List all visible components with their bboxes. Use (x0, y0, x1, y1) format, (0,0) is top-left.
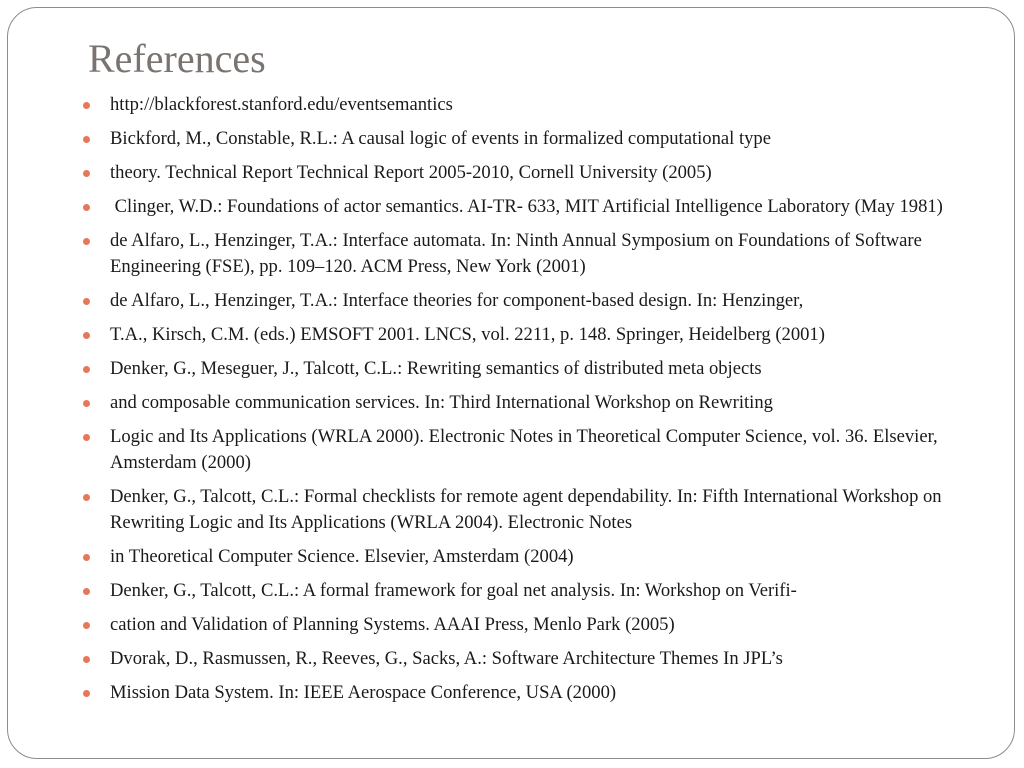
reference-text: de Alfaro, L., Henzinger, T.A.: Interface theories for component-based design. In: Henzinger, (110, 290, 804, 311)
reference-item (80, 544, 970, 570)
bullet-icon (83, 170, 90, 177)
bullet-icon (83, 656, 90, 663)
bullet-icon (83, 494, 90, 501)
bullet-icon (83, 400, 90, 407)
reference-text: Clinger, W.D.: Foundations of actor semantics. AI-TR- 633, MIT Artificial Intelligence Laboratory (May 1981) (110, 196, 943, 217)
reference-text: Logic and Its Applications (WRLA 2000). Electronic Notes in Theoretical Computer Science, vol. 36. Elsevier, Amsterdam (2000) (110, 426, 942, 473)
reference-text: Mission Data System. In: IEEE Aerospace Conference, USA (2000) (110, 682, 617, 703)
references-list (80, 92, 970, 714)
reference-item (80, 390, 970, 416)
bullet-icon (83, 554, 90, 561)
bullet-icon (83, 622, 90, 629)
reference-item (80, 228, 970, 280)
reference-item (80, 92, 970, 118)
reference-item (80, 194, 970, 220)
reference-text: Bickford, M., Constable, R.L.: A causal logic of events in formalized computational type (110, 128, 771, 149)
reference-text: theory. Technical Report Technical Report 2005-2010, Cornell University (2005) (110, 162, 712, 183)
bullet-icon (83, 690, 90, 697)
bullet-icon (83, 588, 90, 595)
bullet-icon (83, 136, 90, 143)
bullet-icon (83, 298, 90, 305)
bullet-icon (83, 332, 90, 339)
bullet-icon (83, 204, 90, 211)
reference-item (80, 160, 970, 186)
reference-text: Denker, G., Talcott, C.L.: A formal framework for goal net analysis. In: Workshop on Verifi- (110, 580, 797, 601)
bullet-icon (83, 238, 90, 245)
bullet-icon (83, 102, 90, 109)
reference-text: Denker, G., Talcott, C.L.: Formal checklists for remote agent dependability. In: Fifth International Workshop on Rewriting Logic and Its Applications (WRLA 2004). Electronic Notes (110, 486, 947, 533)
reference-item (80, 646, 970, 672)
reference-item (80, 680, 970, 706)
reference-text: T.A., Kirsch, C.M. (eds.) EMSOFT 2001. LNCS, vol. 2211, p. 148. Springer, Heidelberg (2001) (110, 324, 825, 345)
reference-item (80, 578, 970, 604)
reference-item (80, 424, 970, 476)
bullet-icon (83, 434, 90, 441)
reference-text: in Theoretical Computer Science. Elsevier, Amsterdam (2004) (110, 546, 574, 567)
reference-text: de Alfaro, L., Henzinger, T.A.: Interface automata. In: Ninth Annual Symposium on Foundations of Software Engineering (FSE), pp. 109–120. ACM Press, New York (2001) (110, 230, 927, 277)
reference-item (80, 612, 970, 638)
reference-item (80, 356, 970, 382)
reference-item (80, 126, 970, 152)
reference-item (80, 484, 970, 536)
bullet-icon (83, 366, 90, 373)
reference-text: Denker, G., Meseguer, J., Talcott, C.L.: Rewriting semantics of distributed meta objects (110, 358, 762, 379)
reference-item (80, 288, 970, 314)
reference-text: and composable communication services. In: Third International Workshop on Rewriting (110, 392, 773, 413)
reference-item (80, 322, 970, 348)
reference-text: Dvorak, D., Rasmussen, R., Reeves, G., Sacks, A.: Software Architecture Themes In JPL’s (110, 648, 783, 669)
slide-title: References (88, 36, 266, 81)
reference-text: cation and Validation of Planning Systems. AAAI Press, Menlo Park (2005) (110, 614, 675, 635)
reference-text: http://blackforest.stanford.edu/eventsemantics (110, 94, 453, 115)
